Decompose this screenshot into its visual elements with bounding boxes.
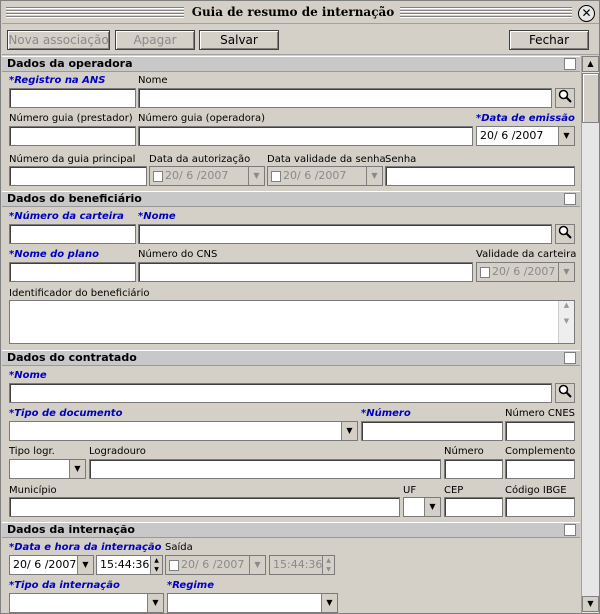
contratado-nome-label: *Nome xyxy=(9,370,47,381)
section-operadora-title: Dados da operadora xyxy=(7,57,133,70)
nome-plano-label: *Nome do plano xyxy=(9,249,99,260)
title-bar[interactable] xyxy=(2,2,599,24)
chevron-down-icon[interactable]: ▼ xyxy=(341,422,357,440)
tipo-internacao-label: *Tipo da internação xyxy=(9,580,120,591)
section-operadora-checkbox[interactable] xyxy=(564,58,576,70)
data-autorizacao-value: 20/ 6 /2007 xyxy=(165,169,229,182)
hora-internacao-spinner[interactable] xyxy=(96,555,163,575)
hora-internacao-value: 15:44:36 xyxy=(100,558,150,571)
chevron-down-icon[interactable]: ▼ xyxy=(321,594,337,612)
numero-cnes-input[interactable] xyxy=(505,421,575,441)
chevron-down-icon[interactable]: ▼ xyxy=(249,556,265,574)
num-guia-prestador-label: Número guia (prestador) xyxy=(9,113,133,124)
num-guia-operadora-label: Número guia (operadora) xyxy=(138,113,266,124)
section-internacao xyxy=(2,522,580,538)
municipio-label: Município xyxy=(9,485,57,496)
spinner-arrows-icon[interactable]: ▲ ▼ xyxy=(322,556,334,574)
salvar-button[interactable]: Salvar xyxy=(199,30,279,50)
section-internacao-title: Dados da internação xyxy=(7,523,135,536)
senha-input[interactable] xyxy=(385,166,575,186)
data-autorizacao-checkbox[interactable] xyxy=(153,171,163,182)
tipo-logr-select[interactable] xyxy=(9,459,86,479)
operadora-nome-input[interactable] xyxy=(138,88,552,108)
close-icon[interactable]: ✕ xyxy=(578,5,595,22)
operadora-search-icon[interactable] xyxy=(555,88,575,108)
chevron-down-icon[interactable]: ▼ xyxy=(366,167,382,185)
scroll-down-icon[interactable]: ▼ xyxy=(582,596,599,612)
tipo-documento-select[interactable] xyxy=(9,421,358,441)
chevron-down-icon[interactable]: ▼ xyxy=(424,498,440,516)
data-internacao-value: 20/ 6 /2007 xyxy=(13,558,77,571)
data-autorizacao-picker[interactable] xyxy=(149,166,265,186)
fechar-button[interactable]: Fechar xyxy=(509,30,589,50)
chevron-down-icon[interactable]: ▼ xyxy=(558,263,574,281)
num-guia-operadora-input[interactable] xyxy=(138,126,473,146)
operadora-nome-label: Nome xyxy=(138,75,168,86)
regime-select[interactable] xyxy=(167,593,338,613)
guia-principal-label: Número da guia principal xyxy=(9,154,136,165)
chevron-down-icon[interactable]: ▼ xyxy=(558,127,574,145)
section-contratado xyxy=(2,350,580,366)
nome-plano-input[interactable] xyxy=(9,262,136,282)
saida-label: Saída xyxy=(165,542,193,553)
complemento-input[interactable] xyxy=(505,459,575,479)
codigo-ibge-label: Código IBGE xyxy=(505,485,567,496)
codigo-ibge-input[interactable] xyxy=(505,497,575,517)
municipio-input[interactable] xyxy=(9,497,400,517)
validade-carteira-value: 20/ 6 /2007 xyxy=(492,265,556,278)
tipo-logr-label: Tipo logr. xyxy=(9,446,55,457)
main-scrollbar[interactable] xyxy=(581,56,599,613)
spinner-arrows-icon[interactable]: ▲ ▼ xyxy=(150,556,162,574)
section-beneficiario xyxy=(2,191,580,207)
title-stripes-right xyxy=(400,7,572,18)
registro-ans-input[interactable] xyxy=(9,88,136,108)
numero-cns-input[interactable] xyxy=(138,262,473,282)
uf-select[interactable] xyxy=(403,497,441,517)
contratado-numero-input[interactable] xyxy=(361,421,503,441)
nova-associacao-button[interactable]: Nova associação xyxy=(7,30,110,50)
numero-cns-label: Número do CNS xyxy=(138,249,218,260)
chevron-down-icon[interactable]: ▼ xyxy=(248,167,264,185)
data-emissao-label: *Data de emissão xyxy=(476,113,575,124)
cep-input[interactable] xyxy=(444,497,503,517)
beneficiario-nome-input[interactable] xyxy=(138,224,552,244)
section-beneficiario-checkbox[interactable] xyxy=(564,193,576,205)
contratado-search-icon[interactable] xyxy=(555,383,575,403)
regime-label: *Regime xyxy=(167,580,215,591)
identificador-textarea[interactable] xyxy=(9,300,575,344)
textarea-scrollbar[interactable]: ▲ ▼ xyxy=(558,301,574,343)
validade-carteira-checkbox[interactable] xyxy=(480,267,490,278)
guia-principal-input[interactable] xyxy=(9,166,147,186)
hora-saida-spinner[interactable] xyxy=(269,555,335,575)
numero-carteira-label: *Número da carteira xyxy=(9,211,124,222)
contratado-nome-input[interactable] xyxy=(9,383,552,403)
chevron-down-icon[interactable]: ▼ xyxy=(77,556,93,574)
section-internacao-checkbox[interactable] xyxy=(564,524,576,536)
form-content xyxy=(2,56,580,613)
section-contratado-title: Dados do contratado xyxy=(7,351,137,364)
data-saida-value: 20/ 6 /2007 xyxy=(181,558,245,571)
complemento-label: Complemento xyxy=(505,446,576,457)
chevron-down-icon[interactable]: ▼ xyxy=(69,460,85,478)
validade-senha-checkbox[interactable] xyxy=(271,171,281,182)
validade-senha-picker[interactable] xyxy=(267,166,383,186)
data-internacao-picker[interactable] xyxy=(9,555,94,575)
numero-carteira-input[interactable] xyxy=(9,224,136,244)
section-beneficiario-title: Dados do beneficiário xyxy=(7,192,142,205)
data-hora-internacao-label: *Data e hora da internação xyxy=(9,542,162,553)
data-emissao-picker[interactable] xyxy=(476,126,575,146)
chevron-down-icon[interactable]: ▼ xyxy=(147,594,163,612)
beneficiario-search-icon[interactable] xyxy=(555,224,575,244)
scrollbar-thumb[interactable] xyxy=(582,73,599,123)
section-operadora xyxy=(2,56,580,72)
cep-label: CEP xyxy=(444,485,464,496)
validade-senha-label: Data validade da senha xyxy=(267,154,386,165)
validade-senha-value: 20/ 6 /2007 xyxy=(283,169,347,182)
endereco-numero-label: Número xyxy=(444,446,484,457)
numero-cnes-label: Número CNES xyxy=(505,408,576,419)
window-title: Guia de resumo de internação xyxy=(191,5,395,19)
uf-label: UF xyxy=(403,485,417,496)
beneficiario-nome-label: *Nome xyxy=(138,211,176,222)
contratado-numero-label: *Número xyxy=(361,408,411,419)
toolbar xyxy=(2,25,599,55)
validade-carteira-label: Validade da carteira xyxy=(476,249,577,260)
tipo-documento-label: *Tipo de documento xyxy=(9,408,123,419)
validade-carteira-picker[interactable] xyxy=(476,262,575,282)
section-contratado-checkbox[interactable] xyxy=(564,352,576,364)
registro-ans-label: *Registro na ANS xyxy=(9,75,106,86)
tipo-internacao-select[interactable] xyxy=(9,593,164,613)
logradouro-input[interactable] xyxy=(89,459,441,479)
num-guia-prestador-input[interactable] xyxy=(9,126,136,146)
scroll-up-icon[interactable]: ▲ xyxy=(582,56,599,72)
title-stripes-left xyxy=(6,7,184,18)
apagar-button[interactable]: Apagar xyxy=(115,30,195,50)
identificador-label: Identificador do beneficiário xyxy=(9,288,150,299)
data-autorizacao-label: Data da autorização xyxy=(149,154,251,165)
senha-label: Senha xyxy=(385,154,417,165)
data-emissao-value: 20/ 6 /2007 xyxy=(480,129,544,142)
data-saida-checkbox[interactable] xyxy=(169,560,179,571)
hora-saida-value: 15:44:36 xyxy=(273,558,323,571)
endereco-numero-input[interactable] xyxy=(444,459,503,479)
logradouro-label: Logradouro xyxy=(89,446,146,457)
data-saida-picker[interactable] xyxy=(165,555,266,575)
